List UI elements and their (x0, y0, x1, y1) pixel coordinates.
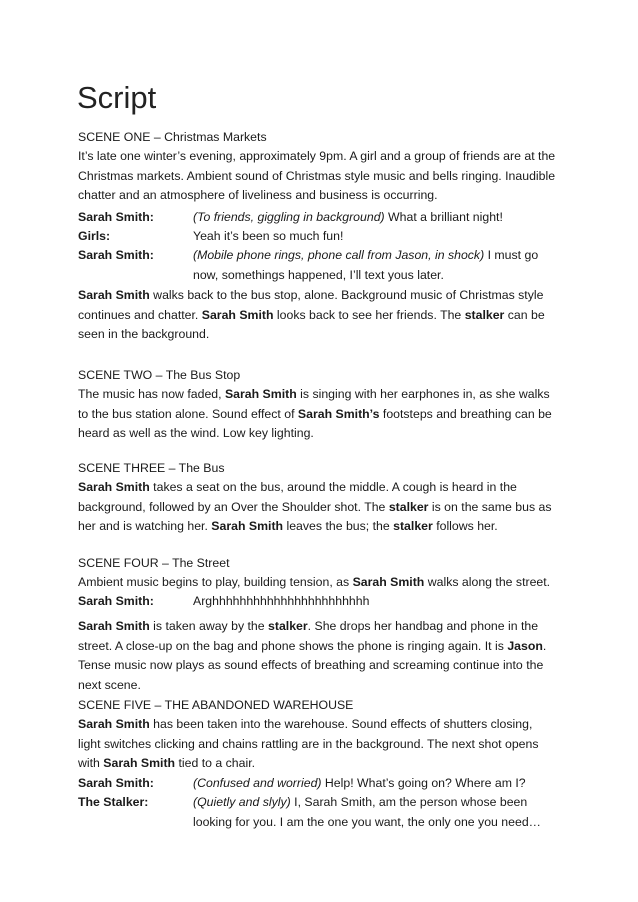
scene-three-description: Sarah Smith takes a seat on the bus, around the middle. A cough is heard in the background, followed by an Over the Shoulder shot. The stalker is on the same bus as her and is watching her. Sarah Smith leaves the bus; the stalker follows her. (78, 480, 552, 533)
character-name: stalker (388, 499, 429, 514)
scene-three-heading: SCENE THREE – The Bus (78, 461, 225, 475)
dialogue-text (193, 793, 563, 832)
dialogue-text (193, 208, 563, 228)
character-name: Sarah Smith (224, 387, 297, 401)
spoken-text: I, Sarah Smith, am the person whose been looking for you. I am the one you want, the only one you need… (193, 795, 541, 829)
speaker-name: Sarah Smith: (78, 210, 154, 224)
character-name: Sarah Smith (78, 619, 150, 633)
stage-direction: (Confused and worried) (193, 776, 322, 790)
dialogue-text (193, 774, 563, 794)
speaker-name: Sarah Smith: (78, 594, 154, 608)
page-title: Script (77, 80, 157, 115)
spoken-text: Help! What’s going on? Where am I? (321, 776, 526, 790)
spoken-text: Yeah it’s been so much fun! (193, 229, 344, 243)
spoken-text: What a brilliant night! (384, 210, 503, 224)
dialogue-text (193, 227, 563, 247)
scene-one-action: Sarah Smith walks back to the bus stop, alone. Background music of Christmas style continues and chatter. Sarah Smith looks back to see her friends. The stalker can be seen in the background. (78, 288, 545, 341)
character-name: stalker (268, 619, 308, 633)
spoken-text: Arghhhhhhhhhhhhhhhhhhhhhhh (193, 594, 370, 608)
character-name: Sarah Smith (78, 288, 150, 302)
scene-four-description: Ambient music begins to play, building tension, as Sarah Smith walks along the street. (78, 575, 551, 589)
stage-direction: (Mobile phone rings, phone call from Jason, in shock) (193, 248, 485, 262)
scene-four-heading: SCENE FOUR – The Street (78, 556, 230, 570)
character-name: Sarah Smith (201, 307, 274, 322)
character-name: Sarah Smith (78, 717, 150, 731)
character-name: Jason (507, 638, 543, 653)
scene-two-heading: SCENE TWO – The Bus Stop (78, 368, 241, 382)
scene-five-heading: SCENE FIVE – THE ABANDONED WAREHOUSE (78, 698, 354, 712)
character-name: Sarah Smith (211, 519, 284, 533)
stage-direction: (To friends, giggling in background) (193, 210, 385, 224)
character-name: Sarah Smith (78, 480, 150, 494)
character-name: Sarah Smith’s (297, 406, 380, 421)
character-name: stalker (464, 307, 505, 322)
speaker-name: Girls: (78, 229, 111, 243)
dialogue-text (193, 246, 563, 285)
spoken-text: I must go now, somethings happened, I’ll text yous later. (193, 248, 539, 282)
character-name: Sarah Smith (352, 575, 425, 589)
speaker-name: Sarah Smith: (78, 248, 154, 262)
character-name: stalker (393, 519, 433, 533)
scene-two-description: The music has now faded, Sarah Smith is singing with her earphones in, as she walks to the bus station alone. Sound effect of Sarah Smith’s footsteps and breathing can be heard as well as the wind. Low key lighting. (78, 387, 552, 440)
character-name: Sarah Smith (103, 756, 176, 770)
scene-four-action: Sarah Smith is taken away by the stalker. She drops her handbag and phone in the street. A close-up on the bag and phone shows the phone is ringing again. It is Jason. Tense music now plays as sound effects of breathing and screaming continue into the next scene. (78, 619, 547, 692)
stage-direction: (Quietly and slyly) (193, 795, 291, 809)
scene-five-description: Sarah Smith has been taken into the warehouse. Sound effects of shutters closing, light switches clicking and chains rattling are in the background. The next shot opens with Sarah Smith tied to a chair. (78, 717, 539, 770)
scene-one-description: It’s late one winter’s evening, approximately 9pm. A girl and a group of friends are at the Christmas markets. Ambient sound of Christmas style music and bells ringing. Inaudible chatter and an atmosphere of liveliness and business is occurring. (78, 149, 556, 202)
scene-one-heading: SCENE ONE – Christmas Markets (78, 130, 267, 144)
speaker-name: The Stalker: (78, 795, 149, 809)
speaker-name: Sarah Smith: (78, 776, 154, 790)
